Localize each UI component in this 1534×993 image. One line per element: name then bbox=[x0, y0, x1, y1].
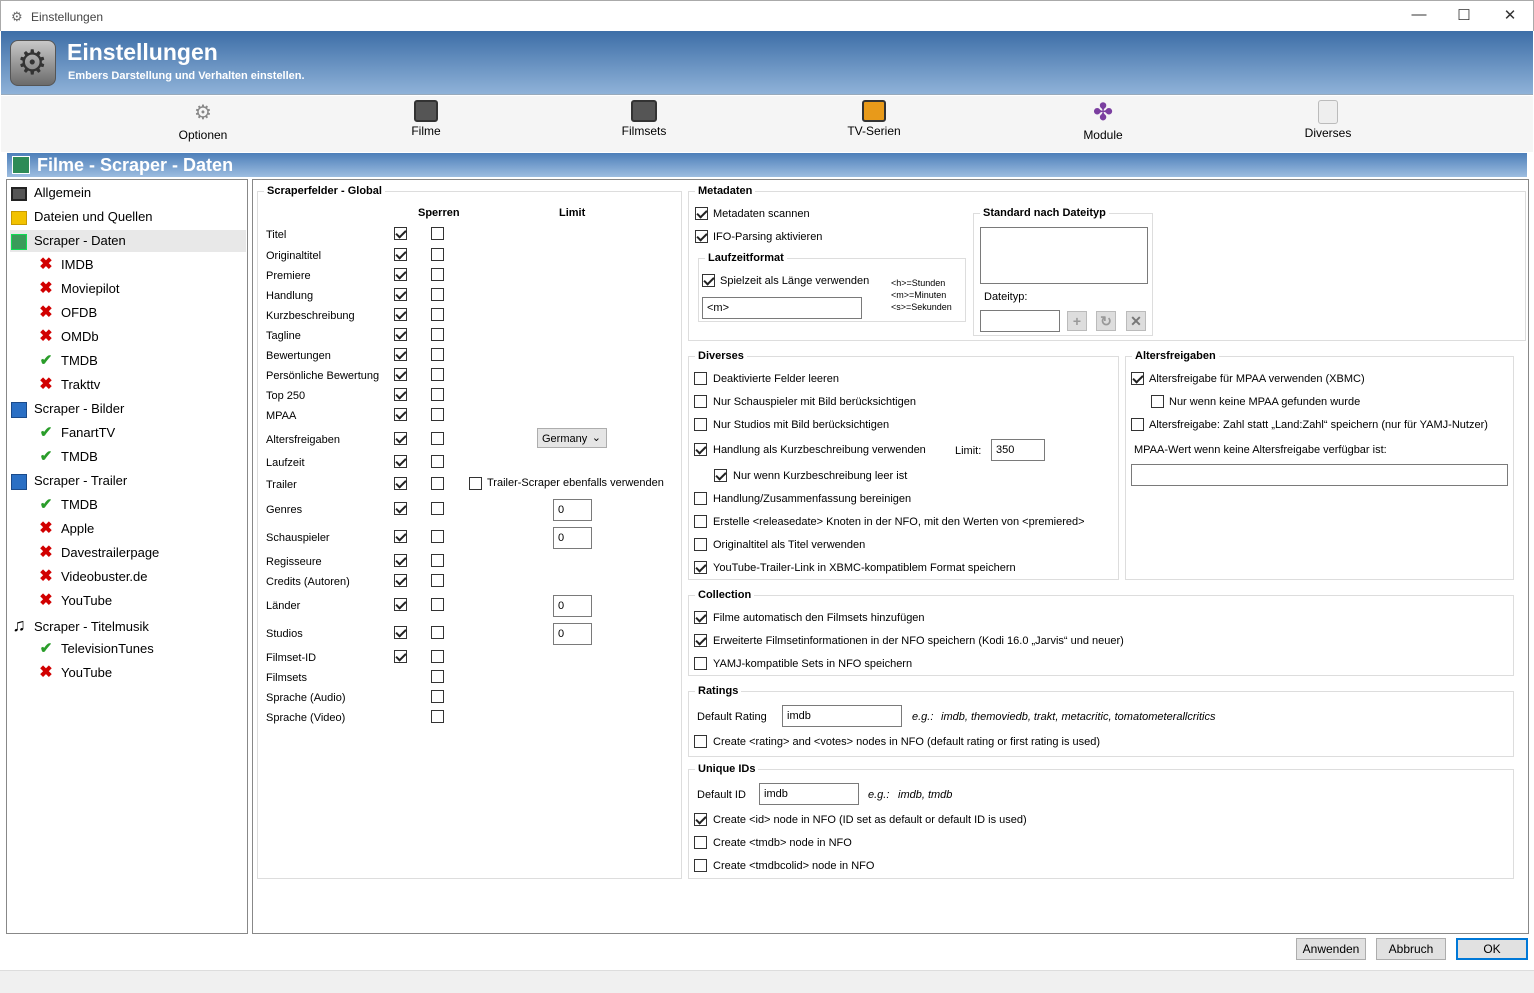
field-enabled-checkbox[interactable] bbox=[394, 455, 407, 468]
tree-item[interactable] bbox=[37, 302, 242, 324]
filetype-input[interactable] bbox=[980, 310, 1060, 332]
field-lock-checkbox[interactable] bbox=[431, 650, 444, 663]
field-label: Filmsets bbox=[266, 672, 307, 684]
country-select-value: Germany bbox=[542, 433, 588, 445]
misc-option-checkbox[interactable] bbox=[694, 372, 707, 385]
mpaa-default-input[interactable] bbox=[1131, 464, 1508, 486]
rating-eg-values: imdb, themoviedb, trakt, metacritic, tomatometerallcritics bbox=[941, 711, 1216, 723]
hint-minutes: <m>=Minuten bbox=[891, 290, 947, 300]
field-lock-checkbox[interactable] bbox=[431, 388, 444, 401]
window-title: Einstellungen bbox=[31, 10, 104, 24]
tab-label: Optionen bbox=[178, 128, 228, 142]
tree-item[interactable] bbox=[37, 542, 242, 564]
tree-item[interactable] bbox=[37, 638, 242, 660]
field-lock-checkbox[interactable] bbox=[431, 408, 444, 421]
runtime-format-group bbox=[698, 252, 966, 322]
collection-option-checkbox[interactable] bbox=[694, 634, 707, 647]
chevron-down-icon: ⌄ bbox=[591, 432, 601, 444]
check-icon: ✔ bbox=[39, 640, 53, 657]
ifo-parsing-label: IFO-Parsing aktivieren bbox=[713, 231, 823, 243]
group-title: Ratings bbox=[695, 685, 741, 697]
misc-option-checkbox[interactable] bbox=[694, 418, 707, 431]
tree-item[interactable] bbox=[37, 446, 242, 468]
field-label: Sprache (Audio) bbox=[266, 692, 346, 704]
default-rating-label: Default Rating bbox=[697, 711, 767, 723]
tab-filme[interactable] bbox=[371, 100, 481, 138]
field-lock-checkbox[interactable] bbox=[431, 477, 444, 490]
misc-option-checkbox[interactable] bbox=[694, 395, 707, 408]
tab-optionen[interactable] bbox=[148, 100, 258, 142]
section-title: Filme - Scraper - Daten bbox=[37, 155, 234, 175]
field-lock-checkbox[interactable] bbox=[431, 574, 444, 587]
unique-id-label: Create <tmdb> node in NFO bbox=[713, 837, 852, 849]
default-id-input[interactable]: imdb bbox=[759, 783, 859, 805]
tree-item-label: Scraper - Bilder bbox=[34, 401, 125, 416]
tv-icon bbox=[862, 100, 886, 122]
cert-number-only-checkbox[interactable] bbox=[1131, 418, 1144, 431]
field-label: Premiere bbox=[266, 270, 311, 282]
field-lock-checkbox[interactable] bbox=[431, 432, 444, 445]
field-lock-checkbox[interactable] bbox=[431, 248, 444, 261]
unique-ids-group bbox=[688, 763, 1514, 879]
field-label: Genres bbox=[266, 504, 303, 516]
field-label: Studios bbox=[266, 628, 303, 640]
metadata-group bbox=[688, 185, 1526, 341]
misc-option-label: Erstelle <releasedate> Knoten in der NFO, mit den Werten von <premiered> bbox=[713, 516, 1085, 528]
cancel-button[interactable]: Abbruch bbox=[1376, 938, 1446, 960]
misc-option-label: Originaltitel als Titel verwenden bbox=[713, 539, 866, 551]
tree-item[interactable] bbox=[37, 350, 242, 372]
group-title: Unique IDs bbox=[695, 763, 758, 775]
tree-item[interactable] bbox=[37, 422, 242, 444]
filetype-list[interactable] bbox=[980, 227, 1148, 284]
header-subtitle: Embers Darstellung und Verhalten einstellen. bbox=[68, 70, 305, 82]
x-icon: ✖ bbox=[39, 304, 53, 321]
check-icon: ✔ bbox=[39, 496, 53, 513]
category-toolbar bbox=[1, 96, 1533, 152]
add-icon[interactable]: + bbox=[1067, 311, 1087, 331]
scan-metadata-label: Metadaten scannen bbox=[713, 208, 810, 220]
tree-item[interactable] bbox=[37, 374, 242, 396]
field-label: Credits (Autoren) bbox=[266, 576, 350, 588]
unique-id-label: Create <id> node in NFO (ID set as default or default ID is used) bbox=[713, 814, 1027, 826]
tab-label: TV-Serien bbox=[847, 124, 901, 138]
x-icon: ✖ bbox=[39, 544, 53, 561]
misc-option-checkbox[interactable] bbox=[694, 443, 707, 456]
field-lock-checkbox[interactable] bbox=[431, 626, 444, 639]
field-label: Titel bbox=[266, 229, 287, 241]
collection-option-checkbox[interactable] bbox=[694, 657, 707, 670]
tree-item-label: Videobuster.de bbox=[61, 569, 148, 584]
field-label: Tagline bbox=[266, 330, 301, 342]
field-lock-checkbox[interactable] bbox=[431, 710, 444, 723]
genres-limit-input[interactable]: 0 bbox=[553, 499, 592, 521]
field-enabled-checkbox[interactable] bbox=[394, 598, 407, 611]
unique-id-checkbox[interactable] bbox=[694, 859, 707, 872]
field-label: Altersfreigaben bbox=[266, 434, 340, 446]
gear-icon: ⚙ bbox=[194, 102, 212, 124]
field-enabled-checkbox[interactable] bbox=[394, 368, 407, 381]
field-label: Länder bbox=[266, 600, 301, 612]
tab-tv-serien[interactable] bbox=[819, 100, 929, 138]
tab-label: Filmsets bbox=[621, 124, 667, 138]
close-button[interactable]: ✕ bbox=[1503, 7, 1517, 24]
minimize-button[interactable]: — bbox=[1411, 6, 1427, 23]
misc-group bbox=[688, 350, 1119, 580]
tree-item-label: OFDB bbox=[61, 305, 98, 320]
tree-item-label: YouTube bbox=[61, 593, 113, 608]
field-enabled-checkbox[interactable] bbox=[394, 268, 407, 281]
collection-option-checkbox[interactable] bbox=[694, 611, 707, 624]
misc-option-label: Handlung/Zusammenfassung bereinigen bbox=[713, 493, 912, 505]
tree-item[interactable] bbox=[37, 278, 242, 300]
field-enabled-checkbox[interactable] bbox=[394, 554, 407, 567]
tree-item-label: Scraper - Daten bbox=[34, 233, 126, 248]
field-label: Originaltitel bbox=[266, 250, 322, 262]
check-icon: ✔ bbox=[39, 448, 53, 465]
field-lock-checkbox[interactable] bbox=[431, 268, 444, 281]
ifo-parsing-checkbox[interactable] bbox=[695, 230, 708, 243]
field-lock-checkbox[interactable] bbox=[431, 598, 444, 611]
music-icon: ♫ bbox=[12, 615, 26, 635]
tree-item-label: Trakttv bbox=[61, 377, 101, 392]
field-label: Handlung bbox=[266, 290, 314, 302]
group-title: Standard nach Dateityp bbox=[980, 207, 1109, 219]
header-title: Einstellungen bbox=[67, 39, 218, 65]
film-icon bbox=[414, 100, 438, 122]
settings-header bbox=[1, 31, 1533, 95]
check-icon: ✔ bbox=[39, 352, 53, 369]
settings-panel bbox=[252, 179, 1529, 934]
filmset-icon bbox=[631, 100, 657, 122]
misc-option-label: YouTube-Trailer-Link in XBMC-kompatiblem Format speichern bbox=[713, 562, 1016, 574]
field-lock-checkbox[interactable] bbox=[431, 368, 444, 381]
field-enabled-checkbox[interactable] bbox=[394, 408, 407, 421]
field-lock-checkbox[interactable] bbox=[431, 328, 444, 341]
tree-item[interactable] bbox=[10, 182, 246, 204]
field-label: Top 250 bbox=[266, 390, 306, 402]
tree-item-label: Apple bbox=[61, 521, 95, 536]
tab-label: Filme bbox=[411, 124, 441, 138]
misc-option-checkbox[interactable] bbox=[694, 538, 707, 551]
field-enabled-checkbox[interactable] bbox=[394, 432, 407, 445]
tree-item-label: TMDB bbox=[61, 353, 98, 368]
collection-group bbox=[688, 589, 1514, 676]
group-title: Laufzeitformat bbox=[705, 252, 787, 264]
runtime-format-input[interactable]: <m> bbox=[702, 297, 862, 319]
cert-number-only-label: Altersfreigabe: Zahl statt „Land:Zahl“ speichern (nur für YAMJ-Nutzer) bbox=[1149, 419, 1488, 431]
field-lock-checkbox[interactable] bbox=[431, 455, 444, 468]
studios-limit-input[interactable]: 0 bbox=[553, 623, 592, 645]
unique-id-checkbox[interactable] bbox=[694, 836, 707, 849]
id-eg-label: e.g.: bbox=[868, 789, 890, 801]
misc-option-label: Nur Studios mit Bild berücksichtigen bbox=[713, 419, 890, 431]
rating-votes-checkbox[interactable] bbox=[694, 735, 707, 748]
x-icon: ✖ bbox=[39, 256, 53, 273]
apply-button[interactable]: Anwenden bbox=[1296, 938, 1366, 960]
field-enabled-checkbox[interactable] bbox=[394, 530, 407, 543]
status-bar bbox=[0, 970, 1534, 993]
misc-option-checkbox[interactable] bbox=[714, 469, 727, 482]
unique-id-label: Create <tmdbcolid> node in NFO bbox=[713, 860, 875, 872]
tree-item-label: OMDb bbox=[61, 329, 99, 344]
remove-icon[interactable]: ✕ bbox=[1126, 311, 1146, 331]
field-enabled-checkbox[interactable] bbox=[394, 502, 407, 515]
mpaa-default-label: MPAA-Wert wenn keine Altersfreigabe verfügbar ist: bbox=[1134, 444, 1387, 456]
maximize-button[interactable]: ☐ bbox=[1457, 7, 1471, 24]
field-lock-checkbox[interactable] bbox=[431, 690, 444, 703]
collection-option-label: Filme automatisch den Filmsets hinzufügen bbox=[713, 612, 925, 624]
folder-icon bbox=[10, 206, 28, 228]
certification-group bbox=[1125, 350, 1514, 580]
image-icon bbox=[10, 398, 28, 420]
field-label: Filmset-ID bbox=[266, 652, 317, 664]
settings-logo-icon: ⚙ bbox=[10, 40, 56, 86]
tree-item-label: Scraper - Trailer bbox=[34, 473, 128, 488]
field-lock-checkbox[interactable] bbox=[431, 502, 444, 515]
refresh-icon[interactable]: ↻ bbox=[1096, 311, 1116, 331]
default-rating-input[interactable]: imdb bbox=[782, 705, 902, 727]
misc-option-label: Nur wenn Kurzbeschreibung leer ist bbox=[733, 470, 908, 482]
field-lock-checkbox[interactable] bbox=[431, 227, 444, 240]
field-enabled-checkbox[interactable] bbox=[394, 477, 407, 490]
misc-option-checkbox[interactable] bbox=[694, 561, 707, 574]
field-enabled-checkbox[interactable] bbox=[394, 650, 407, 663]
x-icon: ✖ bbox=[39, 280, 53, 297]
ok-button[interactable]: OK bbox=[1456, 938, 1528, 960]
rating-eg-label: e.g.: bbox=[912, 711, 934, 723]
field-label: Persönliche Bewertung bbox=[266, 370, 380, 382]
field-label: Regisseure bbox=[266, 556, 322, 568]
cert-for-mpaa-label: Altersfreigabe für MPAA verwenden (XBMC) bbox=[1149, 373, 1365, 385]
countries-limit-input[interactable]: 0 bbox=[553, 595, 592, 617]
tree-item[interactable] bbox=[10, 230, 246, 252]
field-enabled-checkbox[interactable] bbox=[394, 248, 407, 261]
field-enabled-checkbox[interactable] bbox=[394, 574, 407, 587]
tree-item[interactable] bbox=[37, 590, 242, 612]
scraper-icon bbox=[12, 156, 30, 174]
only-if-no-mpaa-label: Nur wenn keine MPAA gefunden wurde bbox=[1169, 396, 1361, 408]
tree-item[interactable] bbox=[37, 494, 242, 516]
tree-item[interactable] bbox=[37, 326, 242, 348]
field-label: Bewertungen bbox=[266, 350, 331, 362]
tree-item-label: Scraper - Titelmusik bbox=[34, 619, 149, 634]
field-lock-checkbox[interactable] bbox=[431, 288, 444, 301]
field-lock-checkbox[interactable] bbox=[431, 670, 444, 683]
tree-item-label: Allgemein bbox=[34, 185, 92, 200]
trailer-scraper-checkbox[interactable] bbox=[469, 477, 482, 490]
window-titlebar bbox=[0, 0, 1534, 31]
field-lock-checkbox[interactable] bbox=[431, 308, 444, 321]
tab-diverses[interactable] bbox=[1273, 100, 1383, 140]
tab-label: Module bbox=[1083, 128, 1123, 142]
field-lock-checkbox[interactable] bbox=[431, 554, 444, 567]
field-enabled-checkbox[interactable] bbox=[394, 626, 407, 639]
scan-metadata-checkbox[interactable] bbox=[695, 207, 708, 220]
collection-option-label: Erweiterte Filmsetinformationen in der NFO speichern (Kodi 16.0 „Jarvis“ und neuer) bbox=[713, 635, 1124, 647]
field-label: MPAA bbox=[266, 410, 297, 422]
field-enabled-checkbox[interactable] bbox=[394, 328, 407, 341]
x-icon: ✖ bbox=[39, 568, 53, 585]
field-enabled-checkbox[interactable] bbox=[394, 227, 407, 240]
cert-for-mpaa-checkbox[interactable] bbox=[1131, 372, 1144, 385]
id-eg-values: imdb, tmdb bbox=[898, 789, 953, 801]
column-limit-header: Limit bbox=[559, 207, 586, 219]
tree-item-label: YouTube bbox=[61, 665, 113, 680]
ratings-group bbox=[688, 685, 1514, 757]
filetype-label: Dateityp: bbox=[984, 291, 1028, 303]
std-by-filetype-group bbox=[973, 207, 1153, 336]
hint-hours: <h>=Stunden bbox=[891, 278, 946, 288]
x-icon: ✖ bbox=[39, 376, 53, 393]
tree-item[interactable] bbox=[37, 254, 242, 276]
field-lock-checkbox[interactable] bbox=[431, 530, 444, 543]
tree-item-label: FanartTV bbox=[61, 425, 116, 440]
field-enabled-checkbox[interactable] bbox=[394, 348, 407, 361]
tree-item-label: TelevisionTunes bbox=[61, 641, 154, 656]
collection-option-label: YAMJ-kompatible Sets in NFO speichern bbox=[713, 658, 913, 670]
only-if-no-mpaa-checkbox[interactable] bbox=[1151, 395, 1164, 408]
runtime-as-length-label: Spielzeit als Länge verwenden bbox=[720, 275, 870, 287]
tree-item[interactable] bbox=[10, 614, 246, 636]
x-icon: ✖ bbox=[39, 520, 53, 537]
section-header bbox=[7, 153, 1527, 177]
field-label: Sprache (Video) bbox=[266, 712, 346, 724]
tab-filmsets[interactable] bbox=[589, 100, 699, 138]
puzzle-icon: ✤ bbox=[1092, 99, 1114, 126]
tab-label: Diverses bbox=[1304, 126, 1352, 140]
field-enabled-checkbox[interactable] bbox=[394, 308, 407, 321]
x-icon: ✖ bbox=[39, 592, 53, 609]
field-enabled-checkbox[interactable] bbox=[394, 288, 407, 301]
group-title: Diverses bbox=[695, 350, 747, 362]
group-title: Altersfreigaben bbox=[1132, 350, 1219, 362]
tree-item-label: TMDB bbox=[61, 449, 98, 464]
country-select[interactable] bbox=[537, 428, 607, 448]
field-label: Trailer bbox=[266, 479, 297, 491]
tree-item-label: TMDB bbox=[61, 497, 98, 512]
misc-option-checkbox[interactable] bbox=[694, 515, 707, 528]
tree-item[interactable] bbox=[10, 470, 246, 492]
settings-gear-icon: ⚙ bbox=[11, 9, 23, 24]
group-title: Collection bbox=[695, 589, 754, 601]
settings-tree[interactable] bbox=[6, 179, 248, 934]
hint-seconds: <s>=Sekunden bbox=[891, 302, 952, 312]
column-lock-header: Sperren bbox=[418, 207, 460, 219]
misc-option-label: Deaktivierte Felder leeren bbox=[713, 373, 839, 385]
plot-limit-label: Limit: bbox=[955, 445, 982, 457]
runtime-as-length-checkbox[interactable] bbox=[702, 274, 715, 287]
default-id-label: Default ID bbox=[697, 789, 746, 801]
misc-option-label: Nur Schauspieler mit Bild berücksichtigen bbox=[713, 396, 916, 408]
x-icon: ✖ bbox=[39, 328, 53, 345]
field-lock-checkbox[interactable] bbox=[431, 348, 444, 361]
tree-item[interactable] bbox=[10, 206, 246, 228]
check-icon: ✔ bbox=[39, 424, 53, 441]
group-title: Scraperfelder - Global bbox=[264, 185, 385, 197]
misc-option-checkbox[interactable] bbox=[694, 492, 707, 505]
rating-votes-label: Create <rating> and <votes> nodes in NFO (default rating or first rating is used) bbox=[713, 736, 1101, 748]
tree-item[interactable] bbox=[37, 566, 242, 588]
trailer-scraper-label: Trailer-Scraper ebenfalls verwenden bbox=[487, 477, 664, 489]
scraper-icon bbox=[10, 230, 28, 252]
scraper-fields-group bbox=[257, 185, 682, 879]
field-label: Kurzbeschreibung bbox=[266, 310, 355, 322]
tree-item[interactable] bbox=[37, 518, 242, 540]
tab-module[interactable] bbox=[1048, 100, 1158, 142]
tree-item-label: Dateien und Quellen bbox=[34, 209, 153, 224]
field-label: Laufzeit bbox=[266, 457, 305, 469]
unique-id-checkbox[interactable] bbox=[694, 813, 707, 826]
field-enabled-checkbox[interactable] bbox=[394, 388, 407, 401]
plot-limit-input[interactable]: 350 bbox=[991, 439, 1045, 461]
misc-option-label: Handlung als Kurzbeschreibung verwenden bbox=[713, 444, 926, 456]
actors-limit-input[interactable]: 0 bbox=[553, 527, 592, 549]
image-icon bbox=[10, 470, 28, 492]
document-icon bbox=[1318, 100, 1338, 124]
x-icon: ✖ bbox=[39, 664, 53, 681]
tree-item-label: IMDB bbox=[61, 257, 94, 272]
tree-item-label: Davestrailerpage bbox=[61, 545, 160, 560]
tree-item-label: Moviepilot bbox=[61, 281, 120, 296]
tree-item[interactable] bbox=[37, 662, 242, 684]
field-label: Schauspieler bbox=[266, 532, 330, 544]
tree-item[interactable] bbox=[10, 398, 246, 420]
group-title: Metadaten bbox=[695, 185, 755, 197]
film-icon bbox=[10, 182, 28, 204]
